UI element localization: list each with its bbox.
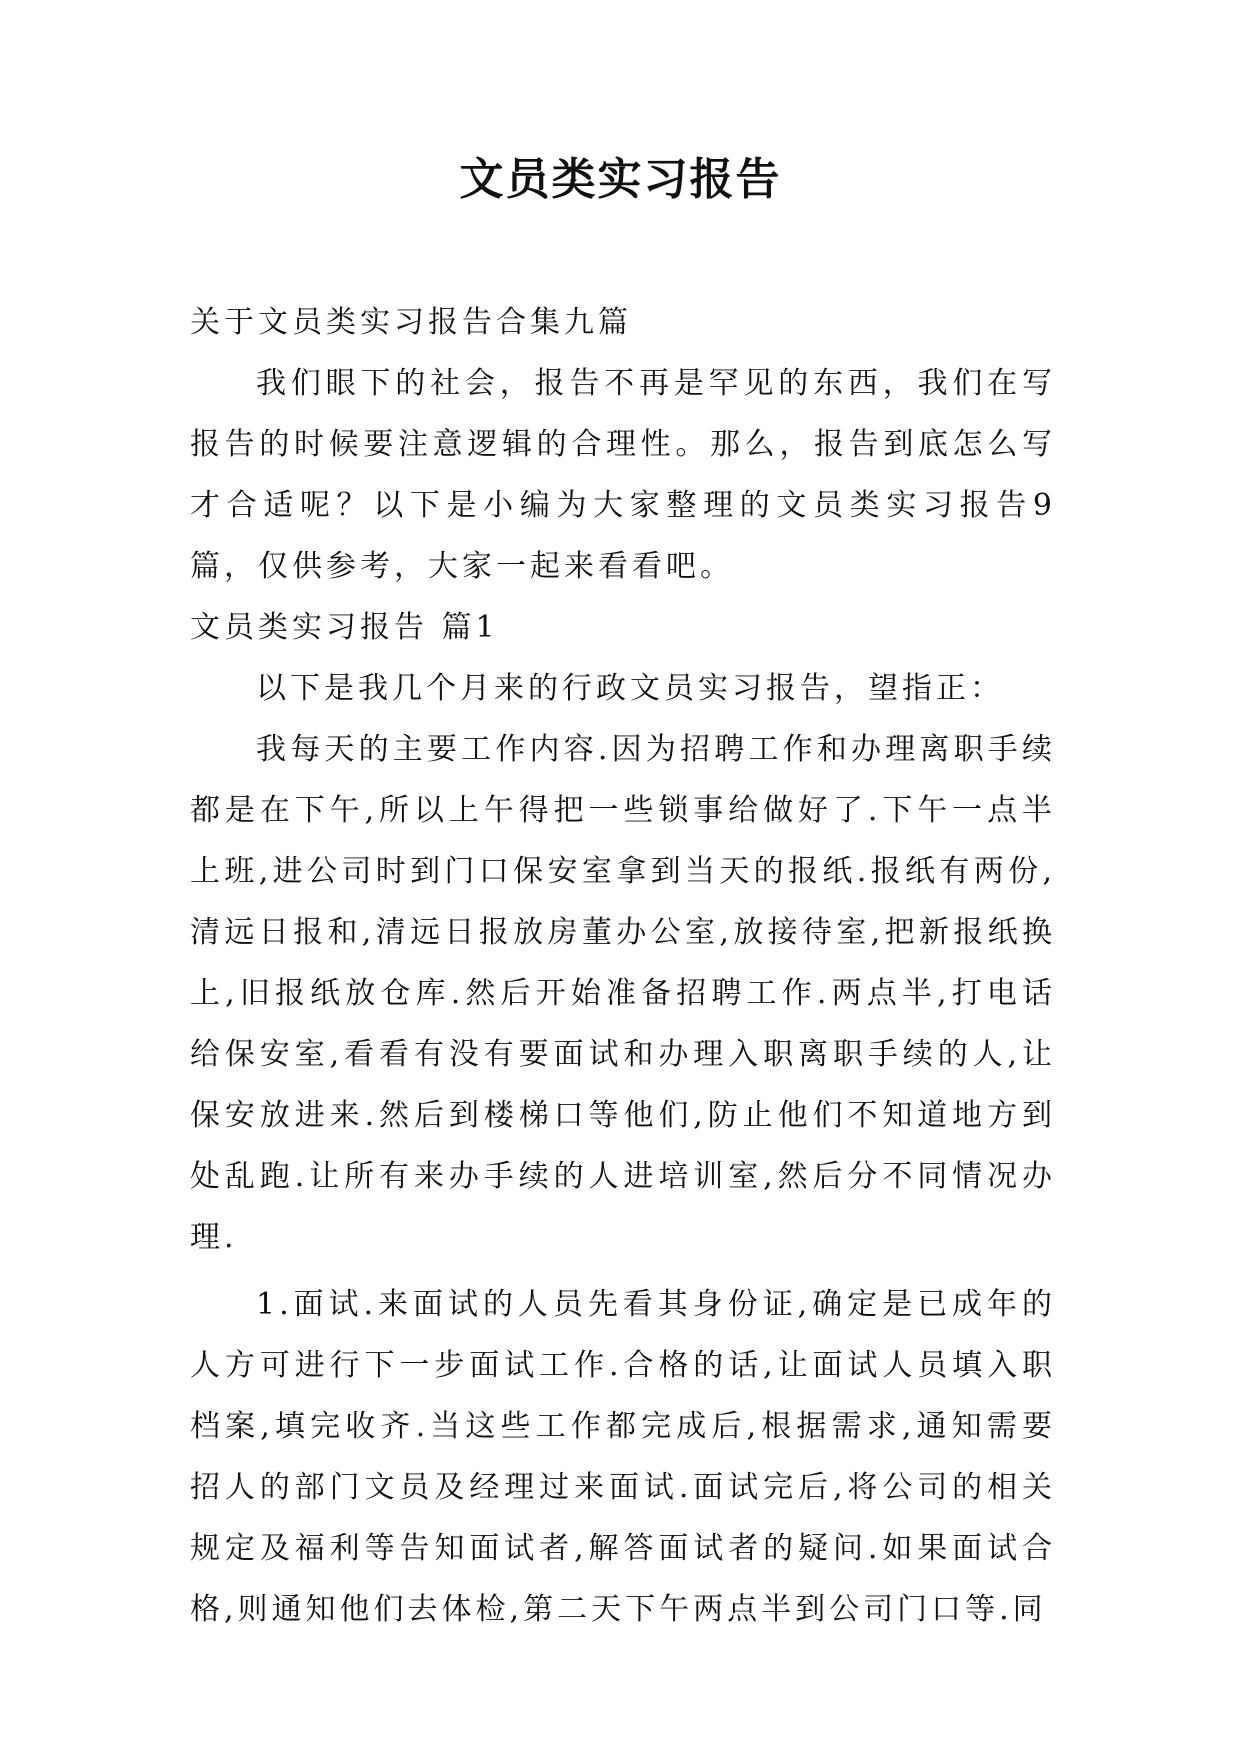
document-body (190, 292, 1056, 1640)
body-paragraph: 以下是我几个月来的行政文员实习报告，望指正： (256, 671, 1004, 706)
intro-paragraph: 我们眼下的社会，报告不再是罕见的东西，我们在写报告的时候要注意逻辑的合理性。那么，报告到底怎么写才合适呢？以下是小编为大家整理的文员类实习报告9篇，仅供参考，大家一起来看看吧。 (190, 366, 1056, 584)
body-paragraph: 我每天的主要工作内容.因为招聘工作和办理离职手续都是在下午,所以上午得把一些锁事给做好了.下午一点半上班,进公司时到门口保安室拿到当天的报纸.报纸有两份,清远日报和,清远日报放房董办公室,放接待室,把新报纸换上,旧报纸放仓库.然后开始准备招聘工作.两点半,打电话给保安室,看看有没有要面试和办理入职离职手续的人,让保安放进来.然后到楼梯口等他们,防止他们不知道地方到处乱跑.让所有来办手续的人进培训室,然后分不同情况办理. (190, 732, 1056, 1255)
document-subtitle: 关于文员类实习报告合集九篇 (190, 305, 632, 340)
section-heading: 文员类实习报告 篇1 (190, 610, 499, 645)
document-title: 文员类实习报告 (459, 154, 782, 205)
body-paragraph: 1.面试.来面试的人员先看其身份证,确定是已成年的人方可进行下一步面试工作.合格的话,让面试人员填入职档案,填完收齐.当这些工作都完成后,根据需求,通知需要招人的部门文员及经理过来面试.面试完后,将公司的相关规定及福利等告知面试者,解答面试者的疑问.如果面试合格,则通知他们去体检,第二天下午两点半到公司门口等.同 (190, 1287, 1056, 1627)
